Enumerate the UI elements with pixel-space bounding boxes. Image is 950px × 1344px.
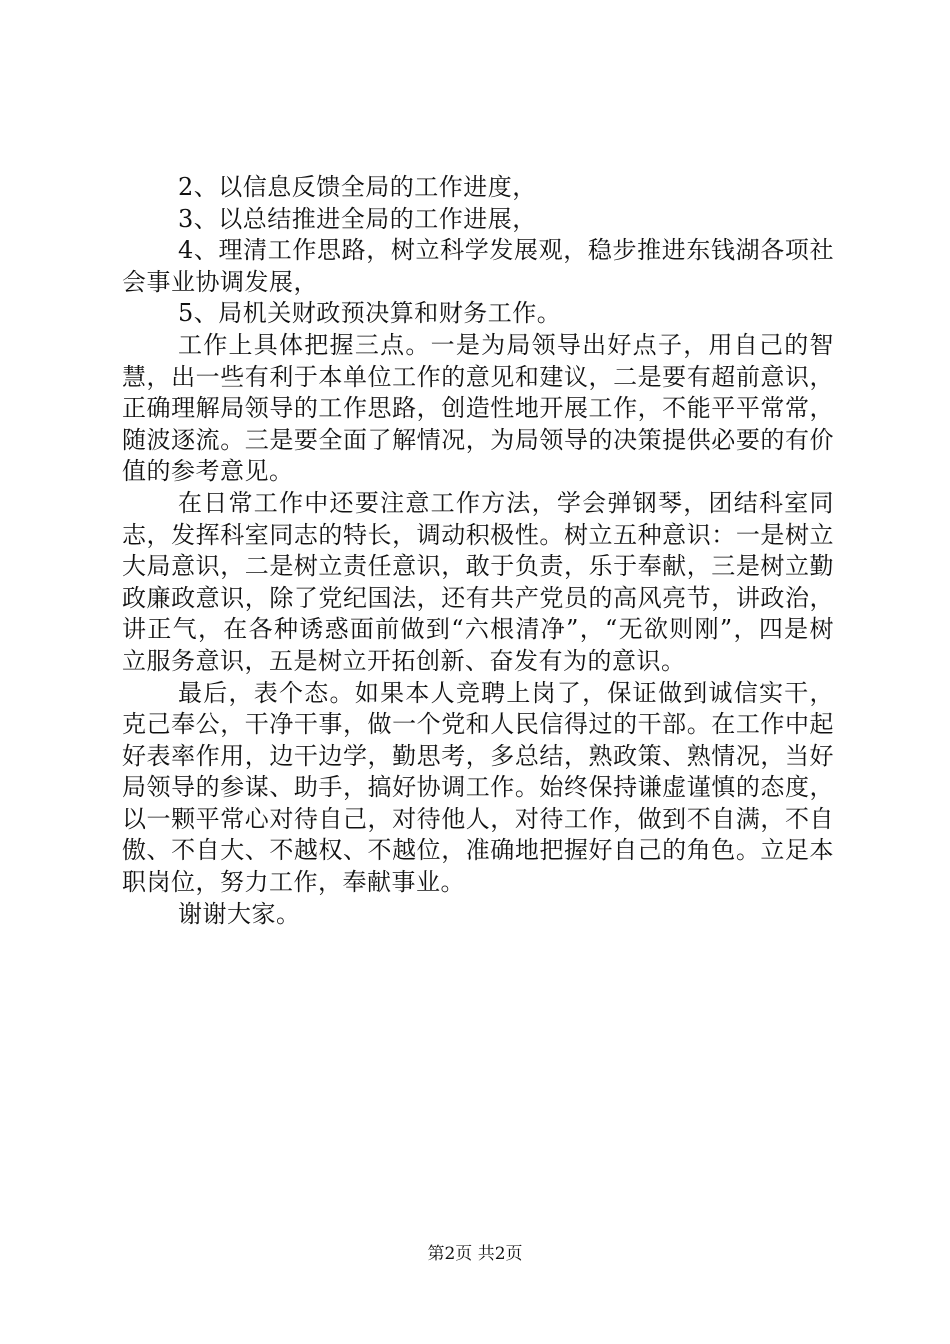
document-body <box>122 172 834 930</box>
paragraph: 在日常工作中还要注意工作方法，学会弹钢琴，团结科室同志，发挥科室同志的特长，调动积极性。树立五种意识：一是树立大局意识，二是树立责任意识，敢于负责，乐于奉献，三是树立勤政廉政意识，除了党纪国法，还有共产党员的高风亮节，讲政治，讲正气，在各种诱惑面前做到“六根清净”，“无欲则刚”，四是树立服务意识，五是树立开拓创新、奋发有为的意识。 <box>122 488 834 675</box>
page-number-footer: 第2页 共2页 <box>427 1244 523 1264</box>
paragraph: 谢谢大家。 <box>178 899 301 928</box>
paragraph: 最后，表个态。如果本人竞聘上岗了，保证做到诚信实干，克己奉公，干净干事，做一个党和人民信得过的干部。在工作中起好表率作用，边干边学，勤思考，多总结，熟政策、熟情况，当好局领导的参谋、助手，搞好协调工作。始终保持谦虚谨慎的态度，以一颗平常心对待自己，对待他人，对待工作，做到不自满，不自傲、不自大、不越权、不越位，准确地把握好自己的角色。立足本职岗位，努力工作，奉献事业。 <box>122 678 834 897</box>
paragraph: 3、以总结推进全局的工作进展， <box>178 204 537 233</box>
paragraph: 工作上具体把握三点。一是为局领导出好点子，用自己的智慧，出一些有利于本单位工作的意见和建议，二是要有超前意识，正确理解局领导的工作思路，创造性地开展工作，不能平平常常，随波逐流。三是要全面了解情况，为局领导的决策提供必要的有价值的参考意见。 <box>122 330 834 486</box>
paragraph: 4、理清工作思路，树立科学发展观，稳步推进东钱湖各项社会事业协调发展， <box>122 236 834 296</box>
paragraph: 2、以信息反馈全局的工作进度， <box>178 173 537 201</box>
paragraph: 5、局机关财政预决算和财务工作。 <box>178 299 562 328</box>
